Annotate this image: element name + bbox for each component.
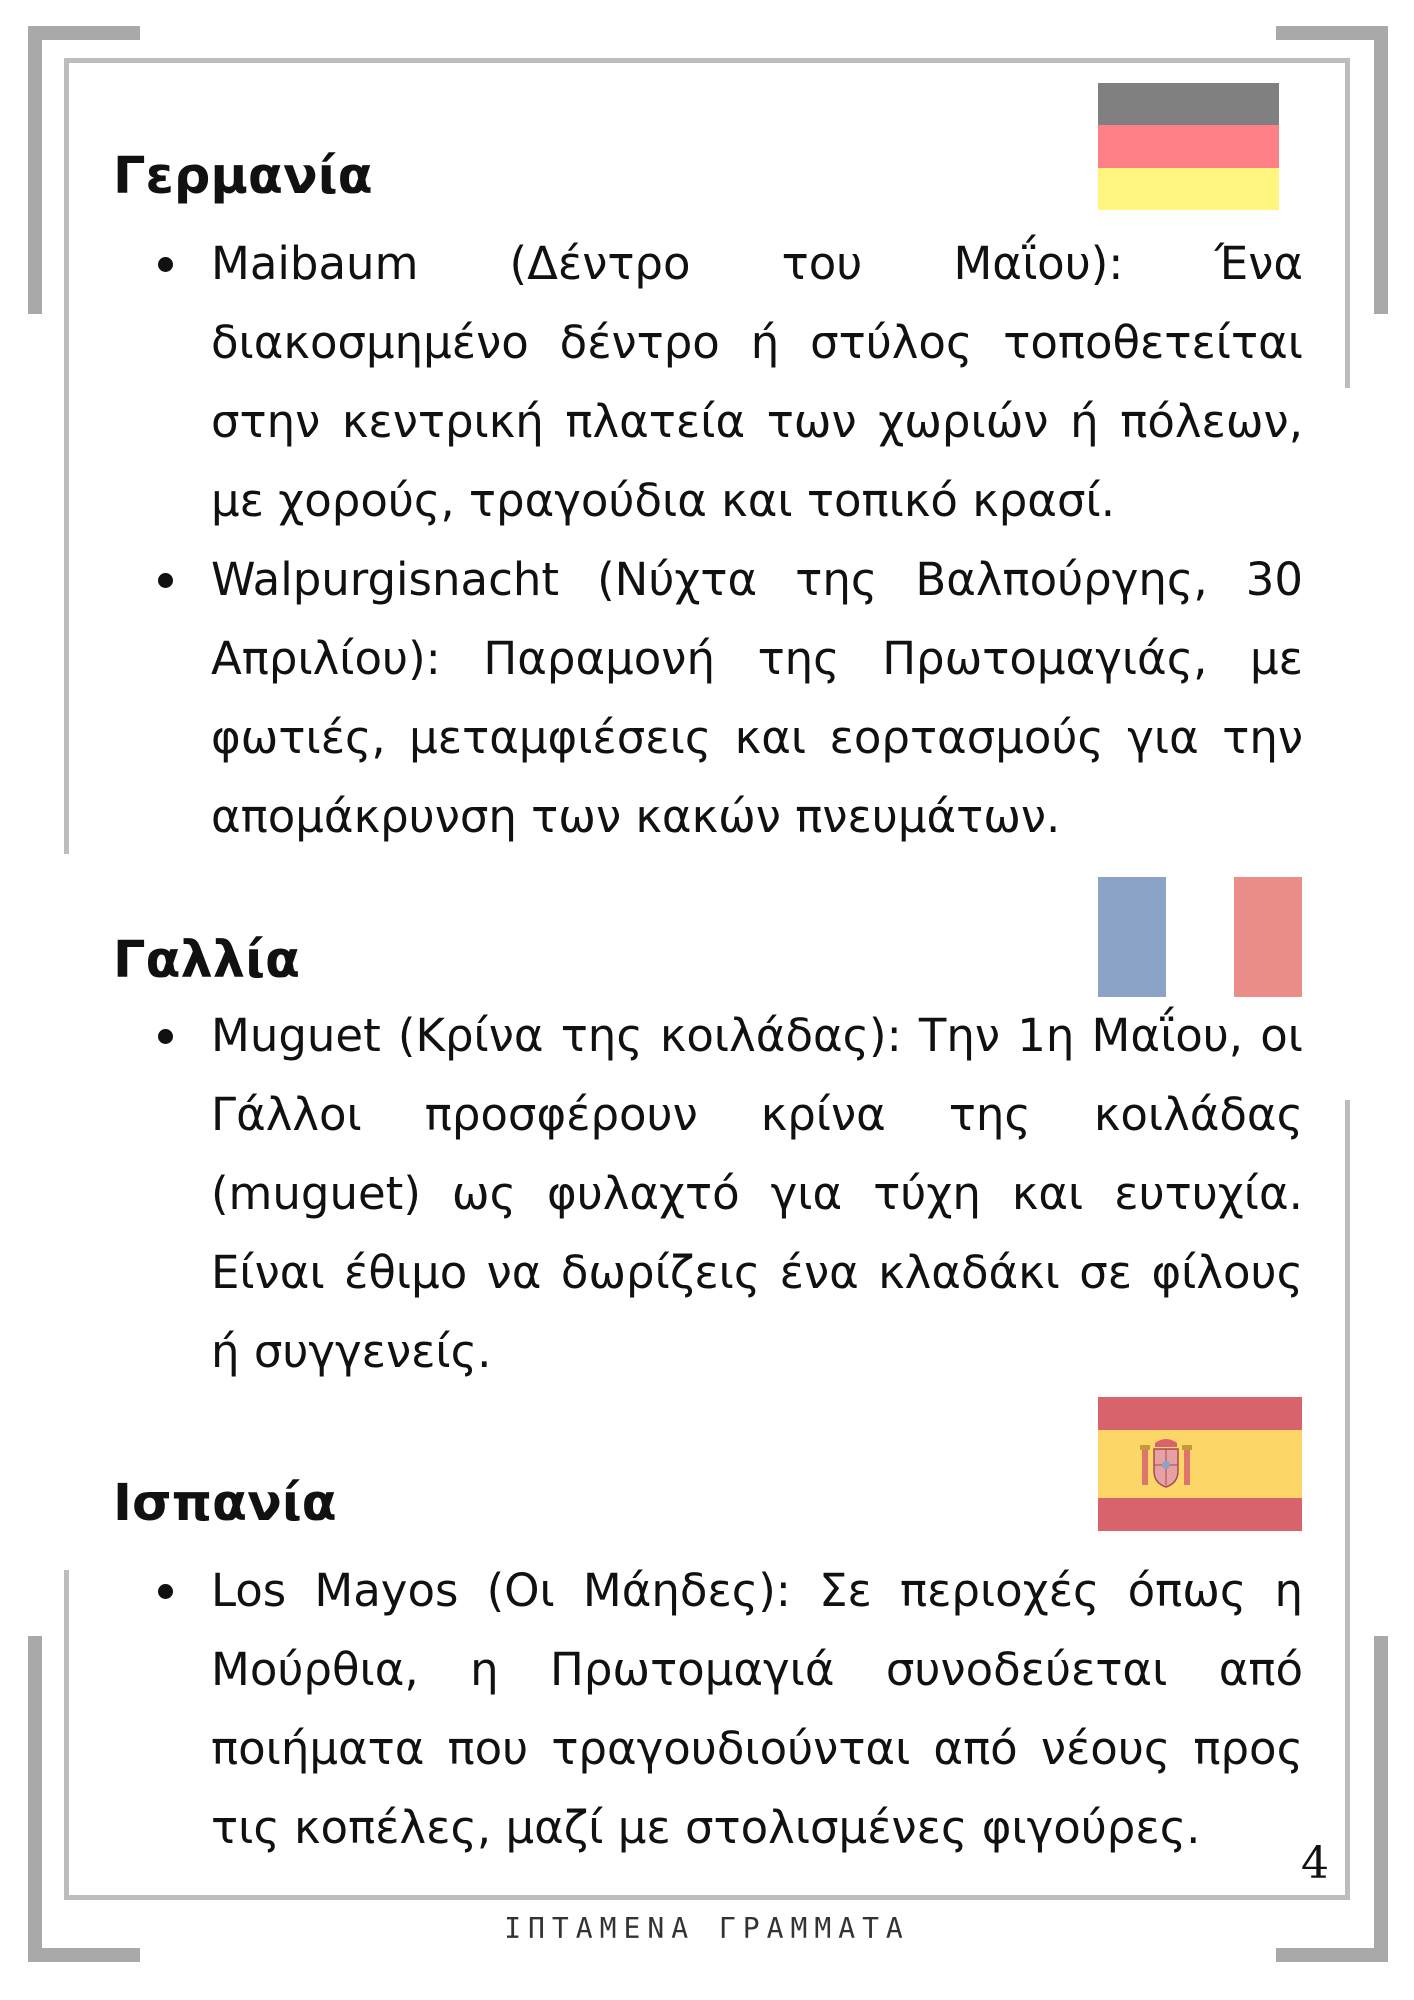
corner-top-left-h <box>28 26 140 40</box>
section-spain <box>113 1474 1303 1867</box>
page-number: 4 <box>1301 1838 1329 1889</box>
corner-bottom-right-h <box>1276 1948 1388 1962</box>
germany-flag-stripe-top <box>1098 83 1279 125</box>
spain-flag-stripe-top <box>1098 1397 1302 1430</box>
frame-bottom-line <box>66 1895 1348 1900</box>
section-heading-spain: Ισπανία <box>113 1474 337 1533</box>
corner-top-left-v <box>28 26 42 314</box>
frame-right-line-lower <box>1345 1100 1350 1900</box>
list-item: Muguet (Κρίνα της κοιλάδας): Την 1η Μαΐου, οι Γάλλοι προσφέρουν κρίνα της κοιλάδας (muguet) ως φυλαχτό για τύχη και ευτυχία. Είναι έθιμο να δωρίζεις ένα κλαδάκι σε φίλους ή συγγενείς. <box>113 996 1303 1391</box>
list-france <box>113 996 1303 1391</box>
list-spain <box>113 1551 1303 1867</box>
footer-brand: ΙΠΤΑΜΕΝΑ ΓΡΑΜΜΑΤΑ <box>504 1912 910 1945</box>
section-germany <box>113 147 1303 856</box>
section-heading-france: Γαλλία <box>113 931 300 990</box>
corner-top-right-v <box>1374 26 1388 314</box>
frame-left-line-lower <box>64 1570 69 1900</box>
frame-right-line-upper <box>1345 58 1350 388</box>
section-france <box>113 931 1303 1391</box>
frame-top-line <box>66 58 1348 63</box>
list-item: Walpurgisnacht (Νύχτα της Βαλπούργης, 30 Απριλίου): Παραμονή της Πρωτομαγιάς, με φωτιές, μεταμφιέσεις και εορτασμούς για την απομάκρυνση των κακών πνευμάτων. <box>113 540 1303 856</box>
list-item: Maibaum (Δέντρο του Μαΐου): Ένα διακοσμημένο δέντρο ή στύλος τοποθετείται στην κεντρική πλατεία των χωριών ή πόλεων, με χορούς, τραγούδια και τοπικό κρασί. <box>113 224 1303 540</box>
list-item: Los Mayos (Οι Μάηδες): Σε περιοχές όπως η Μούρθια, η Πρωτομαγιά συνοδεύεται από ποιήματα που τραγουδιούνται από νέους προς τις κοπέλες, μαζί με στολισμένες φιγούρες. <box>113 1551 1303 1867</box>
corner-bottom-left-h <box>28 1948 140 1962</box>
corner-top-right-h <box>1276 26 1388 40</box>
section-heading-germany: Γερμανία <box>113 147 373 206</box>
list-germany <box>113 224 1303 856</box>
frame-left-line-upper <box>64 58 69 854</box>
